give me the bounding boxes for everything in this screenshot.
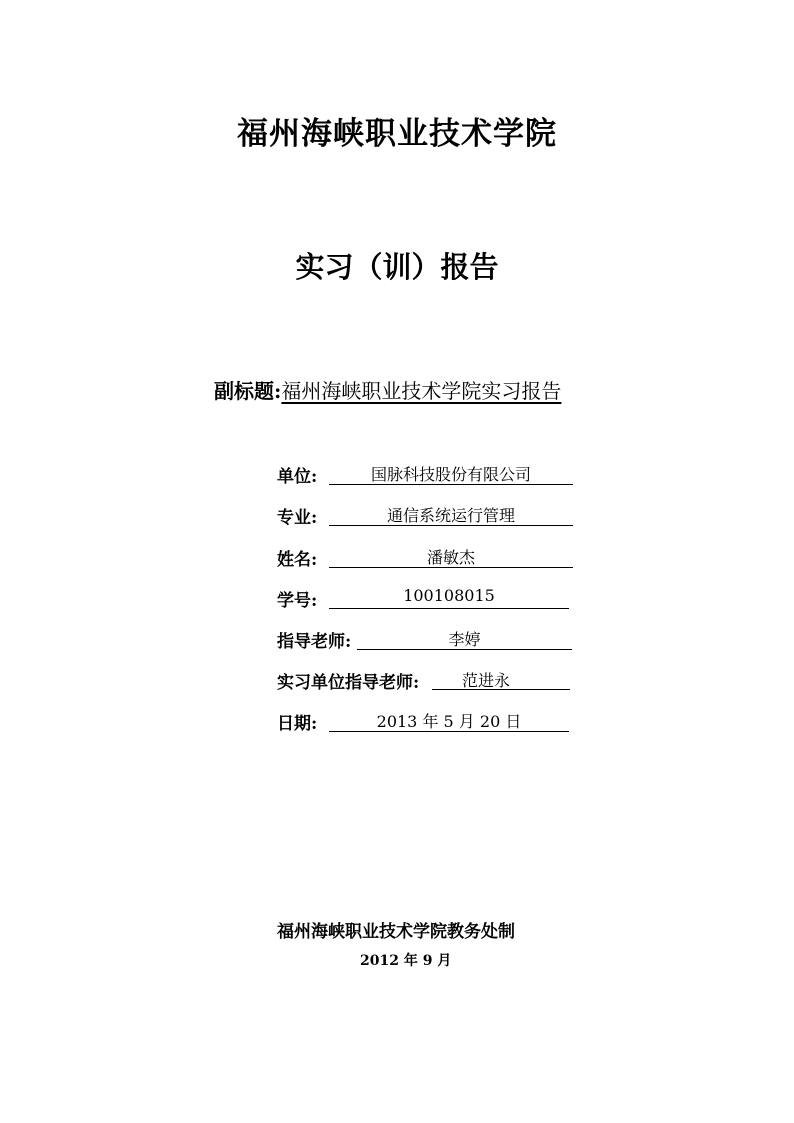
- field-value-major: 通信系统运行管理: [329, 503, 573, 526]
- field-value-site-advisor: 范进永: [432, 668, 570, 690]
- footer-organization: 福州海峡职业技术学院教务处制: [277, 922, 515, 942]
- subtitle-label: 副标题:: [214, 379, 282, 403]
- field-value-student-id: 100108015: [329, 586, 569, 609]
- field-label-student-id: 学号:: [277, 591, 318, 611]
- field-value-advisor: 李婷: [357, 627, 572, 650]
- field-value-name: 潘敏杰: [329, 545, 573, 568]
- footer-date: 2012 年 9 月: [360, 953, 452, 969]
- field-label-major: 专业:: [277, 508, 318, 528]
- school-name-title: 福州海峡职业技术学院: [237, 116, 557, 152]
- field-label-advisor: 指导老师:: [277, 632, 352, 652]
- field-label-name: 姓名:: [277, 550, 318, 570]
- field-label-unit: 单位:: [277, 467, 318, 487]
- field-label-site-advisor: 实习单位指导老师:: [277, 673, 420, 693]
- field-value-date: 2013 年 5 月 20 日: [329, 709, 569, 732]
- subtitle-value: 福州海峡职业技术学院实习报告: [281, 379, 562, 403]
- field-value-unit: 国脉科技股份有限公司: [329, 462, 573, 485]
- subtitle-row: [214, 375, 571, 404]
- report-title: 实习（训）报告: [295, 250, 499, 284]
- field-label-date: 日期:: [277, 714, 318, 734]
